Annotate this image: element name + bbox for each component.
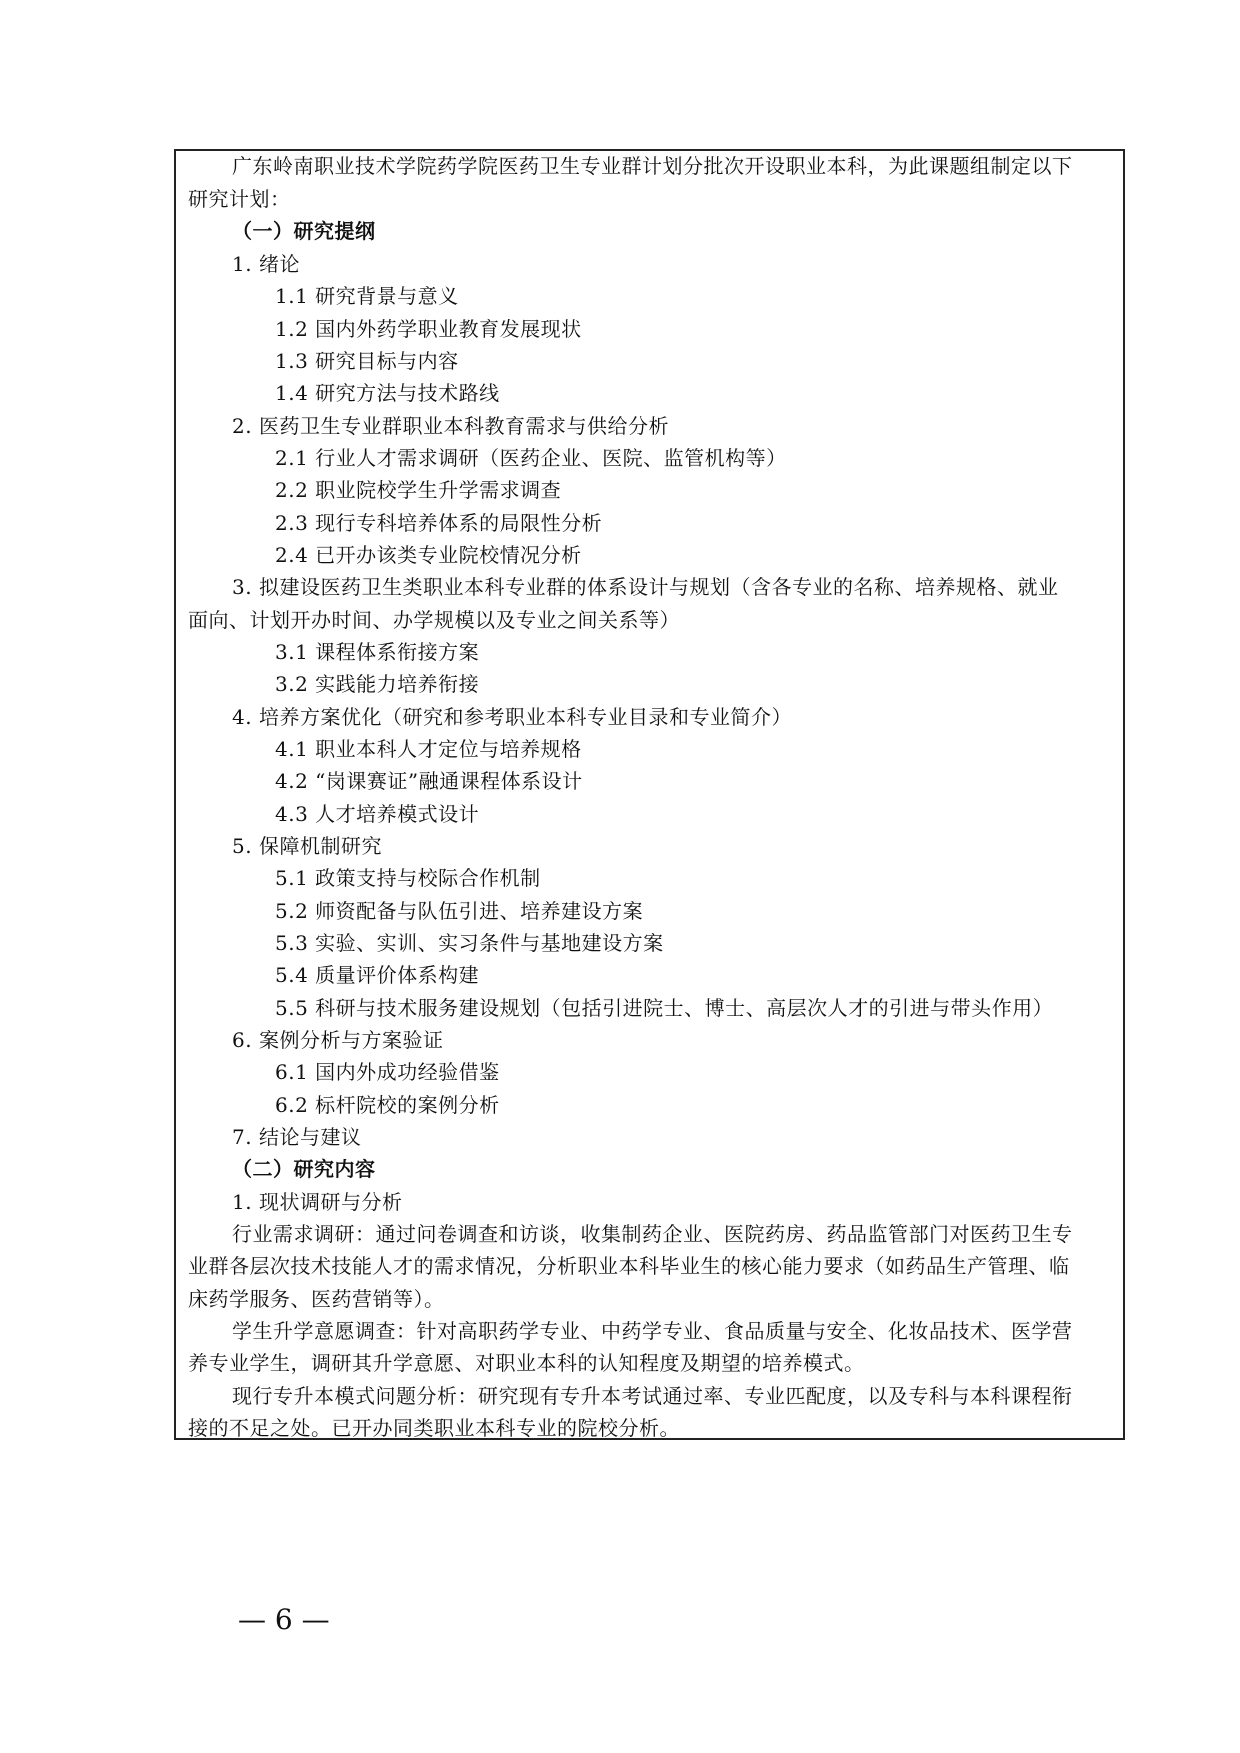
paragraph-line: 现行专升本模式问题分析：研究现有专升本考试通过率、专业匹配度，以及专科与本科课程衔	[232, 1384, 1073, 1408]
paragraph-line: 接的不足之处。已开办同类职业本科专业的院校分析。	[188, 1416, 680, 1440]
chapter-title: 4. 培养方案优化（研究和参考职业本科专业目录和专业简介）	[232, 705, 792, 729]
outline-item: 2.4 已开办该类专业院校情况分析	[275, 543, 582, 567]
outline-item: 3.2 实践能力培养衔接	[275, 672, 480, 696]
outline-item: 2.1 行业人才需求调研（医药企业、医院、监管机构等）	[275, 446, 787, 470]
intro-line-1: 广东岭南职业技术学院药学院医药卫生专业群计划分批次开设职业本科，为此课题组制定以下	[232, 154, 1073, 178]
chapter-title: 7. 结论与建议	[232, 1125, 362, 1149]
outline-item: 2.2 职业院校学生升学需求调查	[275, 478, 562, 502]
paragraph-line: 业群各层次技术技能人才的需求情况，分析职业本科毕业生的核心能力要求（如药品生产管理、临	[188, 1254, 1070, 1278]
chapter-title: 6. 案例分析与方案验证	[232, 1028, 444, 1052]
section-heading-outline: （一）研究提纲	[232, 219, 376, 243]
paragraph-line: 床药学服务、医药营销等）。	[188, 1287, 445, 1311]
chapter-title: 3. 拟建设医药卫生类职业本科专业群的体系设计与规划（含各专业的名称、培养规格、就业	[232, 575, 1059, 599]
outline-item: 5.3 实验、实训、实习条件与基地建设方案	[275, 931, 664, 955]
chapter-title: 2. 医药卫生专业群职业本科教育需求与供给分析	[232, 414, 669, 438]
chapter-title: 5. 保障机制研究	[232, 834, 382, 858]
outline-item: 5.5 科研与技术服务建设规划（包括引进院士、博士、高层次人才的引进与带头作用）	[275, 996, 1054, 1020]
outline-item: 4.2 “岗课赛证”融通课程体系设计	[275, 769, 583, 793]
outline-item: 3.1 课程体系衔接方案	[275, 640, 480, 664]
paragraph-line: 养专业学生，调研其升学意愿、对职业本科的认知程度及期望的培养模式。	[188, 1351, 865, 1375]
outline-item: 6.1 国内外成功经验借鉴	[275, 1060, 500, 1084]
section-heading-content: （二）研究内容	[232, 1157, 376, 1181]
subsection-title: 1. 现状调研与分析	[232, 1190, 403, 1214]
paragraph-line: 学生升学意愿调查：针对高职药学专业、中药学专业、食品质量与安全、化妆品技术、医学营	[232, 1319, 1073, 1343]
page-number: — 6 —	[238, 1603, 330, 1636]
chapter-title-continued: 面向、计划开办时间、办学规模以及专业之间关系等）	[188, 608, 680, 632]
outline-item: 6.2 标杆院校的案例分析	[275, 1093, 500, 1117]
chapter-title: 1. 绪论	[232, 252, 300, 276]
outline-item: 1.2 国内外药学职业教育发展现状	[275, 317, 582, 341]
outline-item: 1.3 研究目标与内容	[275, 349, 459, 373]
intro-line-2: 研究计划：	[188, 187, 291, 211]
outline-item: 1.4 研究方法与技术路线	[275, 381, 500, 405]
outline-item: 5.1 政策支持与校际合作机制	[275, 866, 541, 890]
outline-item: 4.1 职业本科人才定位与培养规格	[275, 737, 582, 761]
outline-item: 5.2 师资配备与队伍引进、培养建设方案	[275, 899, 644, 923]
outline-item: 1.1 研究背景与意义	[275, 284, 459, 308]
outline-item: 2.3 现行专科培养体系的局限性分析	[275, 511, 603, 535]
outline-item: 4.3 人才培养模式设计	[275, 802, 480, 826]
outline-item: 5.4 质量评价体系构建	[275, 963, 480, 987]
paragraph-line: 行业需求调研：通过问卷调查和访谈，收集制药企业、医院药房、药品监管部门对医药卫生专	[232, 1222, 1073, 1246]
